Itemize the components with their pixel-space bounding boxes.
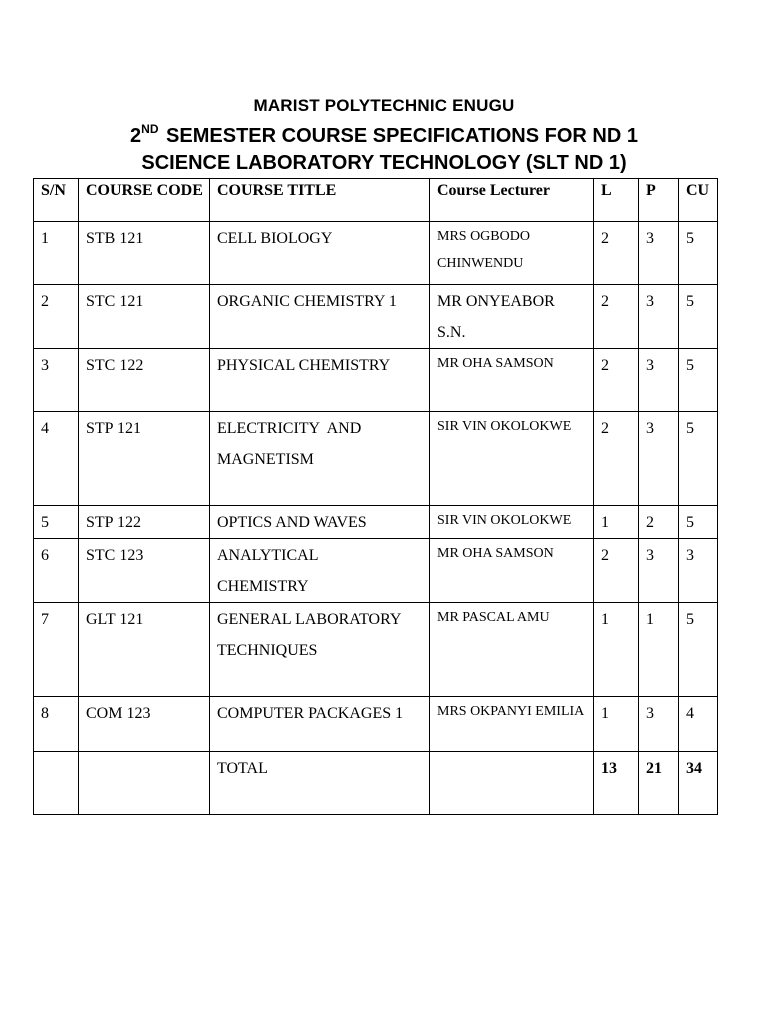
cell-p: 2 [639,506,679,539]
column-header-sn: S/N [34,179,79,222]
cell-course-code: STP 121 [79,412,210,506]
table-row [34,285,718,349]
cell-p: 1 [639,603,679,697]
institution-name: MARIST POLYTECHNIC ENUGU [253,96,515,115]
cell-course-code: STB 121 [79,222,210,285]
cell-lecturer [430,349,594,412]
table-row [34,603,718,697]
cell-course-title: CELL BIOLOGY [210,222,430,285]
column-header-course-code: COURSE CODE [79,179,210,222]
cell-p: 3 [639,412,679,506]
table-row [34,412,718,506]
table-row [34,349,718,412]
program-title: SCIENCE LABORATORY TECHNOLOGY (SLT ND 1) [141,152,627,174]
table-row [34,506,718,539]
cell-p: 3 [639,697,679,752]
cell-l: 2 [594,285,639,349]
column-header-course-title: COURSE TITLE [210,179,430,222]
cell-course-title: ORGANIC CHEMISTRY 1 [210,285,430,349]
total-p: 21 [639,752,679,815]
cell-lecturer [430,285,594,349]
ordinal-number: 2 [130,125,142,147]
spec-title-text: SEMESTER COURSE SPECIFICATIONS FOR ND 1 [160,125,638,147]
cell-course-title: PHYSICAL CHEMISTRY [210,349,430,412]
lecturer-name: SIR VIN OKOLOKWE [437,513,572,528]
cell-l: 1 [594,506,639,539]
table-row [34,539,718,603]
document-title [0,122,768,148]
cell-course-title: COMPUTER PACKAGES 1 [210,697,430,752]
total-l: 13 [594,752,639,815]
column-header-cu: CU [679,179,718,222]
lecturer-name: MR OHA SAMSON [437,356,554,371]
cell-course-code: STC 121 [79,285,210,349]
cell-cu: 5 [679,222,718,285]
cell-course-title: ELECTRICITY AND MAGNETISM [210,412,430,506]
column-header-p: P [639,179,679,222]
lecturer-name: MRS OGBODO CHINWENDU [437,229,530,271]
table-row [34,222,718,285]
cell-course-title: OPTICS AND WAVES [210,506,430,539]
cell-lecturer [430,222,594,285]
lecturer-name: MR ONYEABOR S.N. [437,293,555,341]
ordinal-suffix: ND [141,122,159,136]
cell-sn: 7 [34,603,79,697]
table-header-row [34,179,718,222]
cell-l: 2 [594,412,639,506]
total-cu: 34 [679,752,718,815]
cell-sn: 2 [34,285,79,349]
cell-course-code: STC 123 [79,539,210,603]
cell-lecturer [430,539,594,603]
cell-lecturer [430,506,594,539]
cell-l: 1 [594,697,639,752]
cell-cu: 5 [679,349,718,412]
cell-sn-empty [34,752,79,815]
cell-course-title: GENERAL LABORATORY TECHNIQUES [210,603,430,697]
cell-course-code: COM 123 [79,697,210,752]
cell-p: 3 [639,285,679,349]
cell-course-code: GLT 121 [79,603,210,697]
course-table [33,178,718,815]
lecturer-name: SIR VIN OKOLOKWE [437,419,572,434]
cell-l: 2 [594,222,639,285]
cell-course-code: STC 122 [79,349,210,412]
cell-sn: 4 [34,412,79,506]
table-total-row [34,752,718,815]
cell-l: 2 [594,349,639,412]
cell-l: 1 [594,603,639,697]
cell-lecturer [430,603,594,697]
cell-sn: 8 [34,697,79,752]
cell-course-code: STP 122 [79,506,210,539]
cell-sn: 6 [34,539,79,603]
total-label: TOTAL [210,752,430,815]
lecturer-name: MR PASCAL AMU [437,610,550,625]
lecturer-name: MR OHA SAMSON [437,546,554,561]
cell-lecturer [430,697,594,752]
cell-course-title: ANALYTICAL CHEMISTRY [210,539,430,603]
table-row [34,697,718,752]
cell-cu: 5 [679,412,718,506]
lecturer-name: MRS OKPANYI EMILIA [437,704,585,719]
cell-lecturer-empty [430,752,594,815]
cell-cu: 5 [679,285,718,349]
column-header-lecturer: Course Lecturer [430,179,594,222]
cell-sn: 3 [34,349,79,412]
cell-p: 3 [639,539,679,603]
cell-l: 2 [594,539,639,603]
cell-cu: 5 [679,506,718,539]
cell-lecturer [430,412,594,506]
cell-cu: 5 [679,603,718,697]
cell-sn: 1 [34,222,79,285]
cell-p: 3 [639,349,679,412]
cell-cu: 4 [679,697,718,752]
cell-p: 3 [639,222,679,285]
cell-cu: 3 [679,539,718,603]
cell-course-code-empty [79,752,210,815]
cell-sn: 5 [34,506,79,539]
column-header-l: L [594,179,639,222]
